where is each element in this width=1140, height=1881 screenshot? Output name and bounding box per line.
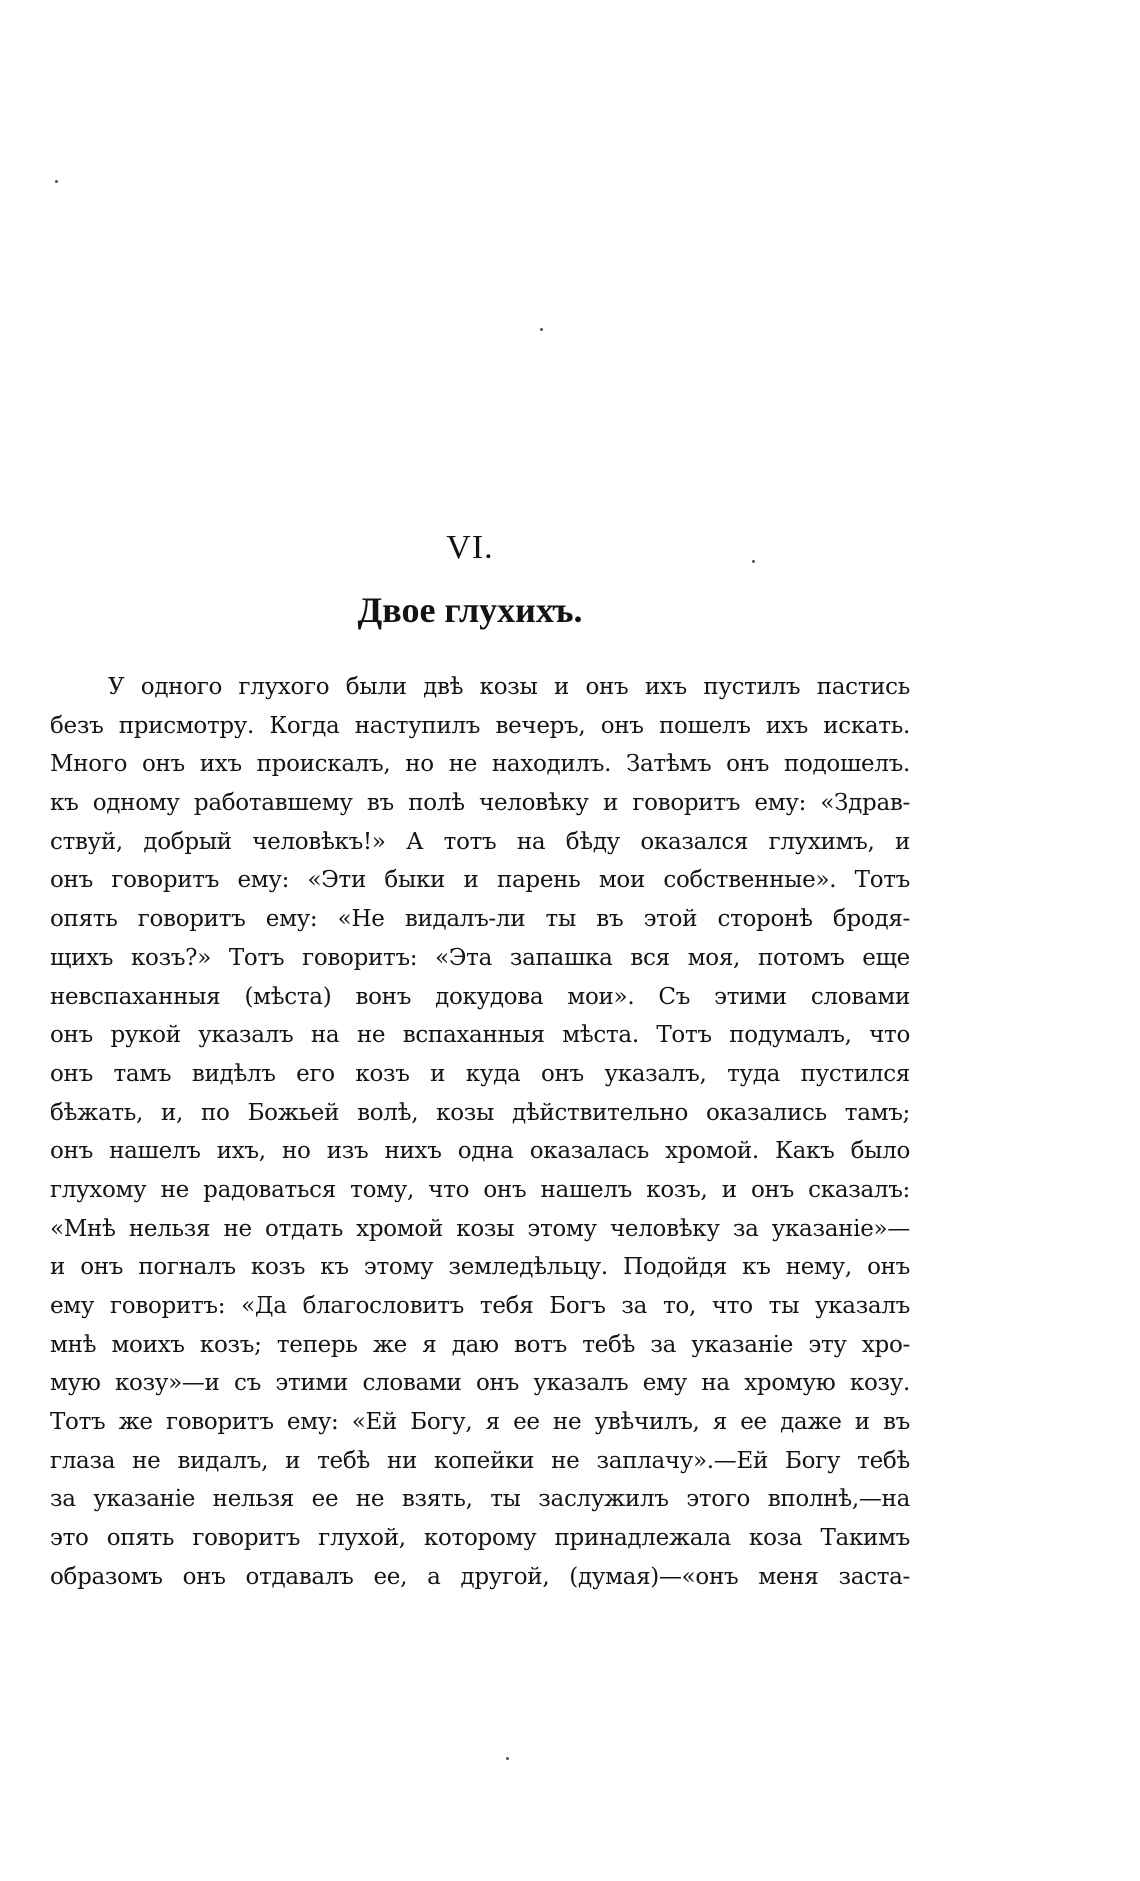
scan-speck bbox=[752, 560, 755, 563]
text-line: онъ рукой указалъ на не вспаханныя мѣста. Тотъ подумалъ, что bbox=[50, 1022, 910, 1049]
chapter-body bbox=[50, 668, 910, 1597]
text-line: глаза не видалъ, и тебѣ ни копейки не заплачу».—Ей Богу тебѣ bbox=[50, 1447, 910, 1474]
text-line: ему говоритъ: «Да благословитъ тебя Богъ за то, что ты указалъ bbox=[50, 1293, 910, 1319]
scan-speck bbox=[55, 180, 58, 183]
text-line: бѣжать, и, по Божьей волѣ, козы дѣйствительно оказались тамъ; bbox=[50, 1099, 910, 1126]
text-line: къ одному работавшему въ полѣ человѣку и говоритъ ему: «Здрав- bbox=[50, 790, 910, 817]
scan-speck bbox=[540, 328, 543, 331]
text-line: «Мнѣ нельзя не отдать хромой козы этому человѣку за указаніе»— bbox=[50, 1215, 910, 1242]
text-line: ствуй, добрый человѣкъ!» А тотъ на бѣду оказался глухимъ, и bbox=[50, 828, 910, 855]
text-line: онъ тамъ видѣлъ его козъ и куда онъ указалъ, туда пустился bbox=[50, 1060, 910, 1087]
text-line: за указаніе нельзя ее не взять, ты заслужилъ этого вполнѣ,—на bbox=[50, 1486, 910, 1513]
text-line: и онъ погналъ козъ къ этому земледѣльцу. Подойдя къ нему, онъ bbox=[50, 1254, 910, 1281]
text-line: У одного глухого были двѣ козы и онъ ихъ пустилъ пастись bbox=[108, 674, 910, 700]
text-line: Много онъ ихъ проискалъ, но не находилъ. Затѣмъ онъ подошелъ. bbox=[50, 751, 910, 778]
text-line: образомъ онъ отдавалъ ее, а другой, (думая)—«онъ меня заста- bbox=[50, 1563, 910, 1590]
scan-speck bbox=[506, 1757, 509, 1760]
text-line: щихъ козъ?» Тотъ говоритъ: «Эта запашка вся моя, потомъ еще bbox=[50, 944, 910, 971]
text-line: мую козу»—и съ этими словами онъ указалъ ему на хромую козу. bbox=[50, 1370, 910, 1397]
chapter-number: VI. bbox=[446, 529, 494, 566]
text-line: онъ нашелъ ихъ, но изъ нихъ одна оказалась хромой. Какъ было bbox=[50, 1138, 910, 1165]
text-line: невспаханныя (мѣста) вонъ докудова мои». Съ этими словами bbox=[50, 983, 910, 1010]
text-line: глухому не радоваться тому, что онъ нашелъ козъ, и онъ сказалъ: bbox=[50, 1176, 910, 1203]
text-line: онъ говоритъ ему: «Эти быки и парень мои собственные». Тотъ bbox=[50, 867, 910, 894]
text-line: опять говоритъ ему: «Не видалъ-ли ты въ этой сторонѣ бродя- bbox=[50, 906, 910, 933]
text-line: это опять говоритъ глухой, которому принадлежала коза Такимъ bbox=[50, 1525, 910, 1552]
chapter-title: Двое глухихъ. bbox=[357, 590, 583, 630]
text-line: безъ присмотру. Когда наступилъ вечеръ, онъ пошелъ ихъ искать. bbox=[50, 712, 910, 739]
text-line: мнѣ моихъ козъ; теперь же я даю вотъ тебѣ за указаніе эту хро- bbox=[50, 1331, 910, 1358]
text-line: Тотъ же говоритъ ему: «Ей Богу, я ее не увѣчилъ, я ее даже и въ bbox=[50, 1409, 910, 1436]
